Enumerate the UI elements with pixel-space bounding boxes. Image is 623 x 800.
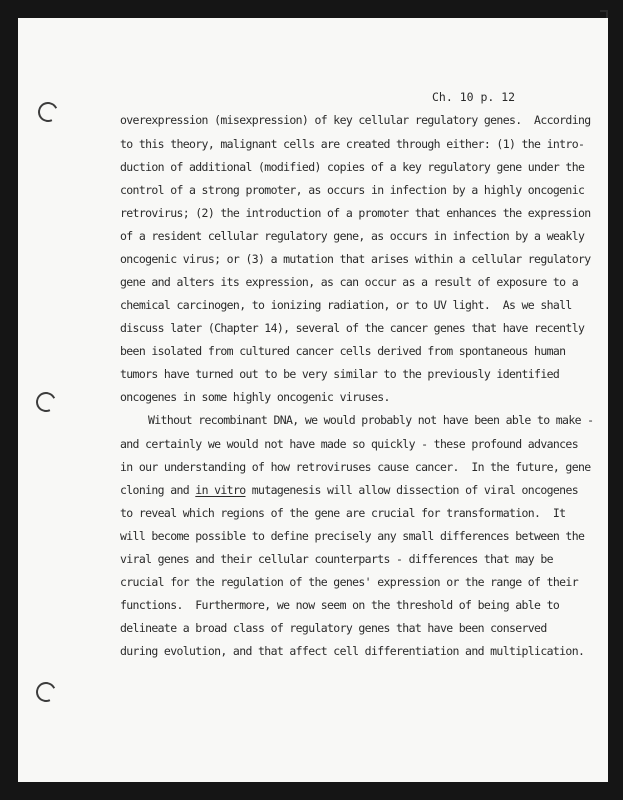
underlined-term: in vitro: [195, 483, 246, 497]
page-header: Ch. 10 p. 12: [432, 90, 516, 104]
text-line: oncogenic virus; or (3) a mutation that arises within a cellular regulatory: [120, 252, 591, 266]
text-line: been isolated from cultured cancer cells derived from spontaneous human: [120, 344, 566, 358]
text-line: of a resident cellular regulatory gene, as occurs in infection by a weakly: [120, 229, 585, 243]
corner-mark: [600, 10, 608, 18]
text-line: delineate a broad class of regulatory genes that have been conserved: [120, 621, 547, 635]
text-run: mutagenesis will allow dissection of viral oncogenes: [245, 483, 579, 497]
text-line: to reveal which regions of the gene are crucial for transformation. It: [120, 506, 566, 520]
text-line: will become possible to define precisely any small differences between the: [120, 529, 585, 543]
text-line: discuss later (Chapter 14), several of the cancer genes that have recently: [120, 321, 585, 335]
text-line: during evolution, and that affect cell differentiation and multiplication.: [120, 644, 585, 658]
text-line: crucial for the regulation of the genes' expression or the range of their: [120, 575, 578, 589]
text-line: to this theory, malignant cells are created through either: (1) the intro-: [120, 137, 585, 151]
text-line: retrovirus; (2) the introduction of a promoter that enhances the expression: [120, 206, 591, 220]
text-line: chemical carcinogen, to ionizing radiation, or to UV light. As we shall: [120, 298, 572, 312]
text-line: duction of additional (modified) copies of a key regulatory gene under the: [120, 160, 585, 174]
text-line: overexpression (misexpression) of key cellular regulatory genes. According: [120, 113, 591, 127]
text-line: [120, 482, 578, 498]
text-line: oncogenes in some highly oncogenic viruses.: [120, 390, 390, 404]
text-run: cloning and: [120, 483, 196, 497]
text-line: in our understanding of how retroviruses cause cancer. In the future, gene: [120, 460, 591, 474]
text-line: and certainly we would not have made so quickly - these profound advances: [120, 437, 578, 451]
text-line: viral genes and their cellular counterparts - differences that may be: [120, 552, 553, 566]
text-line: control of a strong promoter, as occurs in infection by a highly oncogenic: [120, 183, 585, 197]
text-line: functions. Furthermore, we now seem on the threshold of being able to: [120, 598, 560, 612]
text-line: Without recombinant DNA, we would probably not have been able to make -: [148, 413, 594, 427]
text-line: gene and alters its expression, as can occur as a result of exposure to a: [120, 275, 578, 289]
text-line: tumors have turned out to be very similar to the previously identified: [120, 367, 560, 381]
